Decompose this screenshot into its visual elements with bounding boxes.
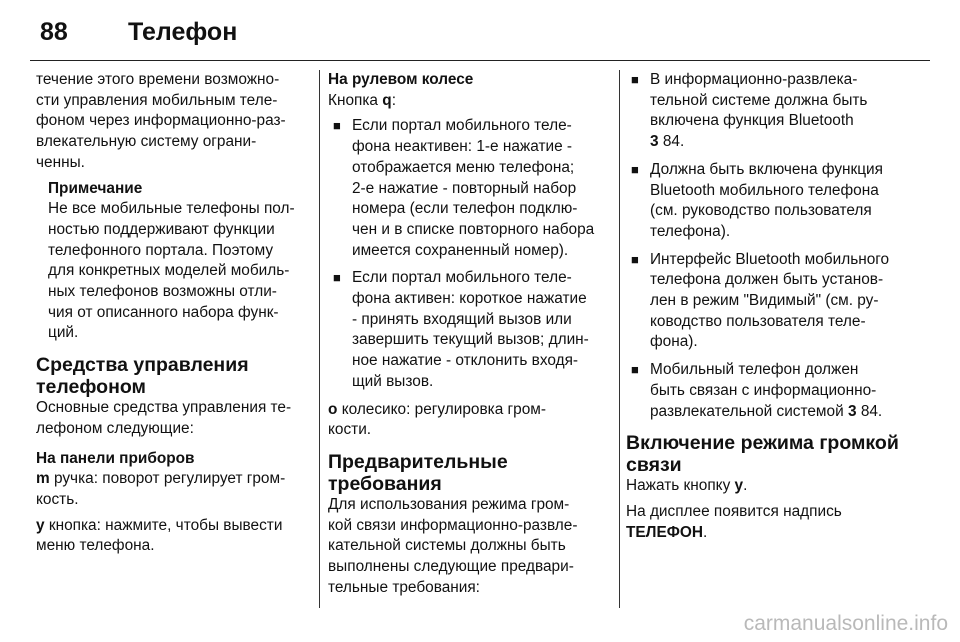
section-heading-controls: Средства управления телефоном bbox=[36, 354, 249, 399]
button-line: Кнопка q: bbox=[328, 91, 604, 112]
section-heading-enable-handsfree: Включение режима громкой связи bbox=[626, 432, 899, 477]
bullet-marker: ■ bbox=[631, 72, 639, 87]
steering-phone-button-icon: q bbox=[382, 91, 392, 109]
column-divider-2 bbox=[619, 70, 620, 608]
thumbwheel-icon: o bbox=[328, 400, 338, 418]
list-item: ■ Если портал мобильного теле- фона активен: короткое нажатие - принять входящий вызов или завершить текущий вызов; длин- ное нажатие - отклонить входя- щий вызов. bbox=[333, 269, 589, 390]
display-word: ТЕЛЕФОН bbox=[626, 523, 703, 541]
panel-heading: На панели приборов bbox=[36, 449, 195, 467]
phone-button-icon: y bbox=[36, 516, 45, 534]
page-reference-icon: 3 bbox=[847, 402, 857, 420]
display-paragraph: На дисплее появится надпись ТЕЛЕФОН. bbox=[626, 502, 842, 541]
wheel-paragraph: o колесико: регулировка гром- кости. bbox=[328, 400, 546, 439]
list-item: ■ Мобильный телефон должен быть связан с информационно- развлекательной системой 3 84. bbox=[626, 360, 916, 422]
watermark: carmanualsonline.info bbox=[743, 612, 948, 635]
bullet-marker: ■ bbox=[631, 251, 639, 267]
list-item: ■ В информационно-развлека- тельной системе должна быть включена функция Bluetooth 3 84. bbox=[626, 70, 916, 153]
knob-paragraph: m ручка: поворот регулирует гром- кость. bbox=[36, 470, 286, 508]
phone-button-paragraph: y кнопка: нажмите, чтобы вывести меню телефона. bbox=[36, 516, 283, 555]
note-block: Примечание Не все мобильные телефоны пол- ностью поддерживают функции телефонного портала. Поэтому для конкретных моделей мобиль- ных телефонов возможны отли- чия от описанного набора функ- ций. bbox=[48, 179, 304, 345]
list-item: ■ Должна быть включена функция Bluetooth мобильного телефона (см. руководство пользователя телефона). bbox=[631, 160, 883, 240]
column-3 bbox=[626, 70, 916, 548]
controls-paragraph: Основные средства управления те- лефоном следующие: bbox=[36, 399, 292, 437]
list-item: ■ Если портал мобильного теле- фона неактивен: 1-е нажатие - отображается меню телефона; 2-е нажатие - повторный набор номера (если телефон подклю- чен и в списке повторного набора имеется сохраненный номер). bbox=[333, 117, 595, 259]
page-number: 88 bbox=[40, 18, 68, 46]
press-button-line: Нажать кнопку y. bbox=[626, 476, 916, 497]
note-title: Примечание bbox=[48, 179, 143, 197]
bullet-marker: ■ bbox=[333, 118, 341, 134]
column-divider-1 bbox=[319, 70, 320, 608]
column-1 bbox=[36, 70, 304, 562]
bullet-marker: ■ bbox=[631, 161, 639, 177]
chapter-title: Телефон bbox=[128, 18, 238, 46]
intro-paragraph: течение этого времени возможно- сти управления мобильным теле- фоном через информационно-раз- влекательную систему ограни- ченны. bbox=[36, 71, 286, 171]
bullet-marker: ■ bbox=[333, 270, 341, 286]
column-2 bbox=[328, 70, 604, 603]
list-item: ■ Интерфейс Bluetooth мобильного телефона должен быть установ- лен в режим "Видимый" (см. ру- ководство пользователя теле- фона). bbox=[631, 250, 890, 351]
power-knob-icon: m bbox=[36, 470, 50, 488]
bullet-marker: ■ bbox=[631, 362, 639, 378]
section-heading-prerequisites: Предварительные требования bbox=[328, 450, 508, 495]
steering-heading: На рулевом колесе bbox=[328, 71, 474, 88]
phone-button-icon: y bbox=[734, 477, 744, 495]
header-divider bbox=[30, 60, 930, 61]
page-reference-icon: 3 bbox=[650, 133, 659, 151]
prerequisites-paragraph: Для использования режима гром- кой связи информационно-развле- кательной системы должны быть выполнены следующие предвари- тельные требования: bbox=[328, 495, 578, 596]
